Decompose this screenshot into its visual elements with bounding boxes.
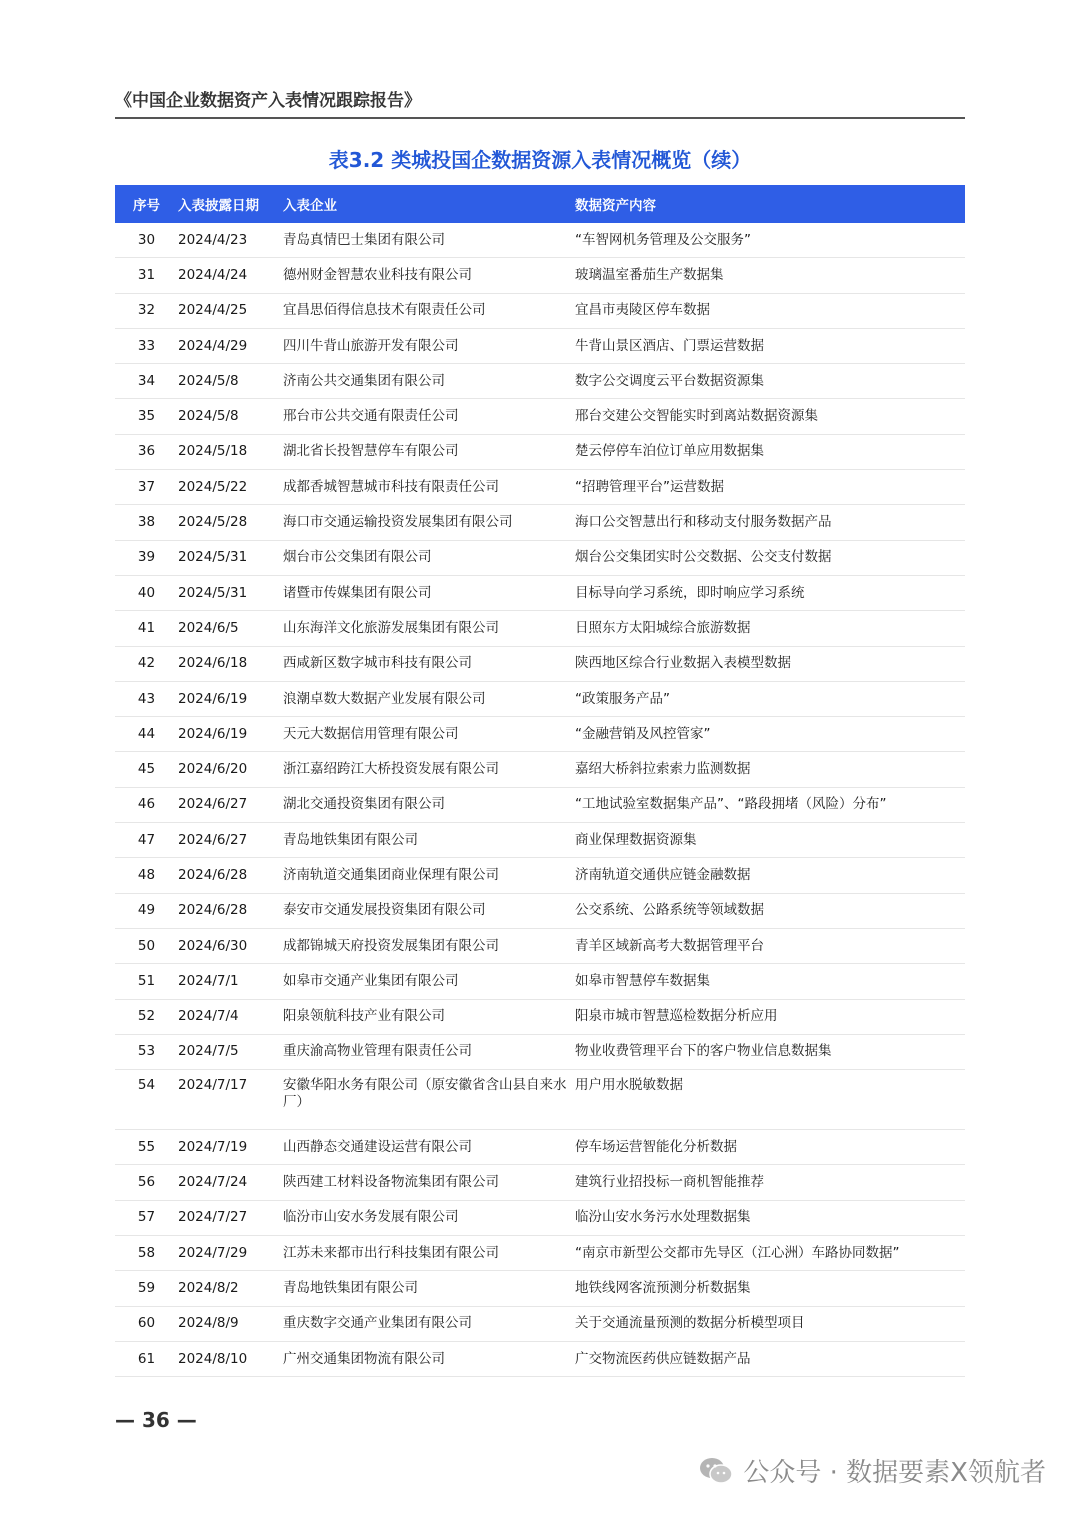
cell-enterprise: 海口市交通运输投资发展集团有限公司 <box>283 505 575 540</box>
cell-enterprise: 陕西建工材料设备物流集团有限公司 <box>283 1165 575 1200</box>
cell-no: 40 <box>115 575 178 610</box>
cell-enterprise: 山西静态交通建设运营有限公司 <box>283 1130 575 1165</box>
cell-asset: 玻璃温室番茄生产数据集 <box>575 258 965 293</box>
table-row <box>115 999 965 1034</box>
cell-no: 41 <box>115 611 178 646</box>
cell-date: 2024/6/28 <box>178 858 283 893</box>
cell-enterprise: 烟台市公交集团有限公司 <box>283 540 575 575</box>
table-row <box>115 1236 965 1271</box>
cell-asset: 停车场运营智能化分析数据 <box>575 1130 965 1165</box>
cell-enterprise: 山东海洋文化旅游发展集团有限公司 <box>283 611 575 646</box>
cell-enterprise: 西咸新区数字城市科技有限公司 <box>283 646 575 681</box>
cell-no: 47 <box>115 823 178 858</box>
cell-date: 2024/5/31 <box>178 575 283 610</box>
cell-enterprise: 广州交通集团物流有限公司 <box>283 1341 575 1376</box>
cell-date: 2024/5/8 <box>178 364 283 399</box>
cell-date: 2024/5/22 <box>178 470 283 505</box>
cell-enterprise: 如皋市交通产业集团有限公司 <box>283 964 575 999</box>
cell-no: 35 <box>115 399 178 434</box>
cell-asset: “车智网机务管理及公交服务” <box>575 223 965 258</box>
cell-date: 2024/4/24 <box>178 258 283 293</box>
table-row <box>115 434 965 469</box>
cell-no: 45 <box>115 752 178 787</box>
wechat-icon <box>699 1456 733 1486</box>
cell-no: 50 <box>115 928 178 963</box>
cell-no: 52 <box>115 999 178 1034</box>
cell-asset: 目标导向学习系统，即时响应学习系统 <box>575 575 965 610</box>
cell-date: 2024/5/8 <box>178 399 283 434</box>
cell-asset: 地铁线网客流预测分析数据集 <box>575 1271 965 1306</box>
cell-no: 51 <box>115 964 178 999</box>
cell-asset: 楚云停停车泊位订单应用数据集 <box>575 434 965 469</box>
cell-enterprise: 成都锦城天府投资发展集团有限公司 <box>283 928 575 963</box>
watermark <box>699 1452 1046 1489</box>
cell-asset: 广交物流医药供应链数据产品 <box>575 1341 965 1376</box>
cell-date: 2024/5/18 <box>178 434 283 469</box>
page-number: — 36 — <box>115 1408 197 1432</box>
cell-asset: “政策服务产品” <box>575 681 965 716</box>
table-row <box>115 1165 965 1200</box>
cell-date: 2024/7/5 <box>178 1034 283 1069</box>
cell-asset: 邢台交建公交智能实时到离站数据资源集 <box>575 399 965 434</box>
cell-asset: 宜昌市夷陵区停车数据 <box>575 293 965 328</box>
cell-asset: 临汾山安水务污水处理数据集 <box>575 1200 965 1235</box>
table-row <box>115 858 965 893</box>
cell-date: 2024/6/27 <box>178 823 283 858</box>
cell-enterprise: 天元大数据信用管理有限公司 <box>283 717 575 752</box>
cell-no: 33 <box>115 328 178 363</box>
cell-no: 55 <box>115 1130 178 1165</box>
cell-date: 2024/4/29 <box>178 328 283 363</box>
cell-asset: 关于交通流量预测的数据分析模型项目 <box>575 1306 965 1341</box>
cell-date: 2024/6/20 <box>178 752 283 787</box>
cell-date: 2024/4/25 <box>178 293 283 328</box>
cell-enterprise: 重庆数字交通产业集团有限公司 <box>283 1306 575 1341</box>
column-header-no: 序号 <box>115 185 178 223</box>
cell-asset: 阳泉市城市智慧巡检数据分析应用 <box>575 999 965 1034</box>
cell-asset: 海口公交智慧出行和移动支付服务数据产品 <box>575 505 965 540</box>
cell-date: 2024/4/23 <box>178 223 283 258</box>
cell-no: 57 <box>115 1200 178 1235</box>
cell-enterprise: 成都香城智慧城市科技有限责任公司 <box>283 470 575 505</box>
data-assets-table <box>115 185 965 1377</box>
table-row <box>115 752 965 787</box>
cell-enterprise: 江苏未来都市出行科技集团有限公司 <box>283 1236 575 1271</box>
cell-date: 2024/6/19 <box>178 717 283 752</box>
table-row <box>115 223 965 258</box>
cell-enterprise: 诸暨市传媒集团有限公司 <box>283 575 575 610</box>
cell-asset: 物业收费管理平台下的客户物业信息数据集 <box>575 1034 965 1069</box>
table-row <box>115 1130 965 1165</box>
cell-no: 48 <box>115 858 178 893</box>
cell-enterprise: 重庆渝高物业管理有限责任公司 <box>283 1034 575 1069</box>
cell-no: 42 <box>115 646 178 681</box>
table-row <box>115 1271 965 1306</box>
cell-date: 2024/7/17 <box>178 1070 283 1130</box>
table-row <box>115 1341 965 1376</box>
cell-asset: 用户用水脱敏数据 <box>575 1070 965 1130</box>
cell-asset: 商业保理数据资源集 <box>575 823 965 858</box>
table-row <box>115 928 965 963</box>
cell-asset: 公交系统、公路系统等领域数据 <box>575 893 965 928</box>
cell-enterprise: 泰安市交通发展投资集团有限公司 <box>283 893 575 928</box>
cell-enterprise: 济南公共交通集团有限公司 <box>283 364 575 399</box>
cell-no: 60 <box>115 1306 178 1341</box>
cell-date: 2024/6/18 <box>178 646 283 681</box>
cell-no: 59 <box>115 1271 178 1306</box>
cell-no: 36 <box>115 434 178 469</box>
cell-asset: 建筑行业招投标一商机智能推荐 <box>575 1165 965 1200</box>
cell-enterprise: 济南轨道交通集团商业保理有限公司 <box>283 858 575 893</box>
cell-no: 43 <box>115 681 178 716</box>
cell-asset: 济南轨道交通供应链金融数据 <box>575 858 965 893</box>
cell-asset: 青羊区域新高考大数据管理平台 <box>575 928 965 963</box>
cell-asset: “金融营销及风控管家” <box>575 717 965 752</box>
cell-asset: 牛背山景区酒店、门票运营数据 <box>575 328 965 363</box>
table-row <box>115 646 965 681</box>
cell-date: 2024/7/24 <box>178 1165 283 1200</box>
table-row <box>115 328 965 363</box>
cell-asset: 嘉绍大桥斜拉索索力监测数据 <box>575 752 965 787</box>
cell-no: 30 <box>115 223 178 258</box>
cell-enterprise: 德州财金智慧农业科技有限公司 <box>283 258 575 293</box>
cell-no: 34 <box>115 364 178 399</box>
table-row <box>115 1070 965 1130</box>
cell-enterprise: 湖北交通投资集团有限公司 <box>283 787 575 822</box>
table-row <box>115 293 965 328</box>
cell-enterprise: 邢台市公共交通有限责任公司 <box>283 399 575 434</box>
cell-no: 44 <box>115 717 178 752</box>
table-row <box>115 1200 965 1235</box>
cell-date: 2024/6/30 <box>178 928 283 963</box>
cell-no: 38 <box>115 505 178 540</box>
cell-asset: 数字公交调度云平台数据资源集 <box>575 364 965 399</box>
cell-date: 2024/8/2 <box>178 1271 283 1306</box>
table-row <box>115 823 965 858</box>
cell-asset: “工地试验室数据集产品”、“路段拥堵（风险）分布” <box>575 787 965 822</box>
table-row <box>115 505 965 540</box>
cell-enterprise: 青岛地铁集团有限公司 <box>283 823 575 858</box>
cell-no: 49 <box>115 893 178 928</box>
cell-enterprise: 临汾市山安水务发展有限公司 <box>283 1200 575 1235</box>
cell-date: 2024/7/19 <box>178 1130 283 1165</box>
cell-no: 46 <box>115 787 178 822</box>
report-header-title: 《中国企业数据资产入表情况跟踪报告》 <box>115 86 965 119</box>
column-header-asset: 数据资产内容 <box>575 185 965 223</box>
cell-no: 53 <box>115 1034 178 1069</box>
table-row <box>115 611 965 646</box>
cell-date: 2024/7/1 <box>178 964 283 999</box>
cell-enterprise: 浪潮卓数大数据产业发展有限公司 <box>283 681 575 716</box>
cell-no: 54 <box>115 1070 178 1130</box>
cell-enterprise: 青岛真情巴士集团有限公司 <box>283 223 575 258</box>
table-row <box>115 787 965 822</box>
table-title: 表3.2 类城投国企数据资源入表情况概览（续） <box>328 148 752 172</box>
column-header-date: 入表披露日期 <box>178 185 283 223</box>
cell-date: 2024/5/31 <box>178 540 283 575</box>
cell-no: 32 <box>115 293 178 328</box>
cell-no: 31 <box>115 258 178 293</box>
cell-date: 2024/5/28 <box>178 505 283 540</box>
table-row <box>115 1306 965 1341</box>
cell-asset: 烟台公交集团实时公交数据、公交支付数据 <box>575 540 965 575</box>
cell-enterprise: 湖北省长投智慧停车有限公司 <box>283 434 575 469</box>
cell-date: 2024/6/5 <box>178 611 283 646</box>
table-header-row <box>115 185 965 223</box>
cell-enterprise: 浙江嘉绍跨江大桥投资发展有限公司 <box>283 752 575 787</box>
cell-no: 56 <box>115 1165 178 1200</box>
table-row <box>115 681 965 716</box>
cell-date: 2024/7/29 <box>178 1236 283 1271</box>
cell-asset: 日照东方太阳城综合旅游数据 <box>575 611 965 646</box>
column-header-enterprise: 入表企业 <box>283 185 575 223</box>
cell-asset: 如皋市智慧停车数据集 <box>575 964 965 999</box>
watermark-text: 公众号 · 数据要素X领航者 <box>743 1458 1046 1488</box>
cell-no: 37 <box>115 470 178 505</box>
table-row <box>115 540 965 575</box>
cell-date: 2024/6/28 <box>178 893 283 928</box>
table-row <box>115 1034 965 1069</box>
cell-date: 2024/7/27 <box>178 1200 283 1235</box>
cell-date: 2024/6/19 <box>178 681 283 716</box>
table-body <box>115 223 965 1377</box>
cell-enterprise: 宜昌思佰得信息技术有限责任公司 <box>283 293 575 328</box>
cell-enterprise: 阳泉领航科技产业有限公司 <box>283 999 575 1034</box>
cell-no: 58 <box>115 1236 178 1271</box>
cell-no: 61 <box>115 1341 178 1376</box>
cell-asset: “南京市新型公交都市先导区（江心洲）车路协同数据” <box>575 1236 965 1271</box>
cell-no: 39 <box>115 540 178 575</box>
cell-asset: 陕西地区综合行业数据入表模型数据 <box>575 646 965 681</box>
table-row <box>115 964 965 999</box>
cell-enterprise: 安徽华阳水务有限公司（原安徽省含山县自来水厂） <box>283 1070 575 1130</box>
table-row <box>115 364 965 399</box>
table-row <box>115 470 965 505</box>
cell-date: 2024/6/27 <box>178 787 283 822</box>
cell-asset: “招聘管理平台”运营数据 <box>575 470 965 505</box>
cell-date: 2024/8/10 <box>178 1341 283 1376</box>
table-row <box>115 575 965 610</box>
table-row <box>115 717 965 752</box>
cell-enterprise: 四川牛背山旅游开发有限公司 <box>283 328 575 363</box>
table-row <box>115 258 965 293</box>
table-row <box>115 893 965 928</box>
cell-enterprise: 青岛地铁集团有限公司 <box>283 1271 575 1306</box>
cell-date: 2024/7/4 <box>178 999 283 1034</box>
table-row <box>115 399 965 434</box>
cell-date: 2024/8/9 <box>178 1306 283 1341</box>
